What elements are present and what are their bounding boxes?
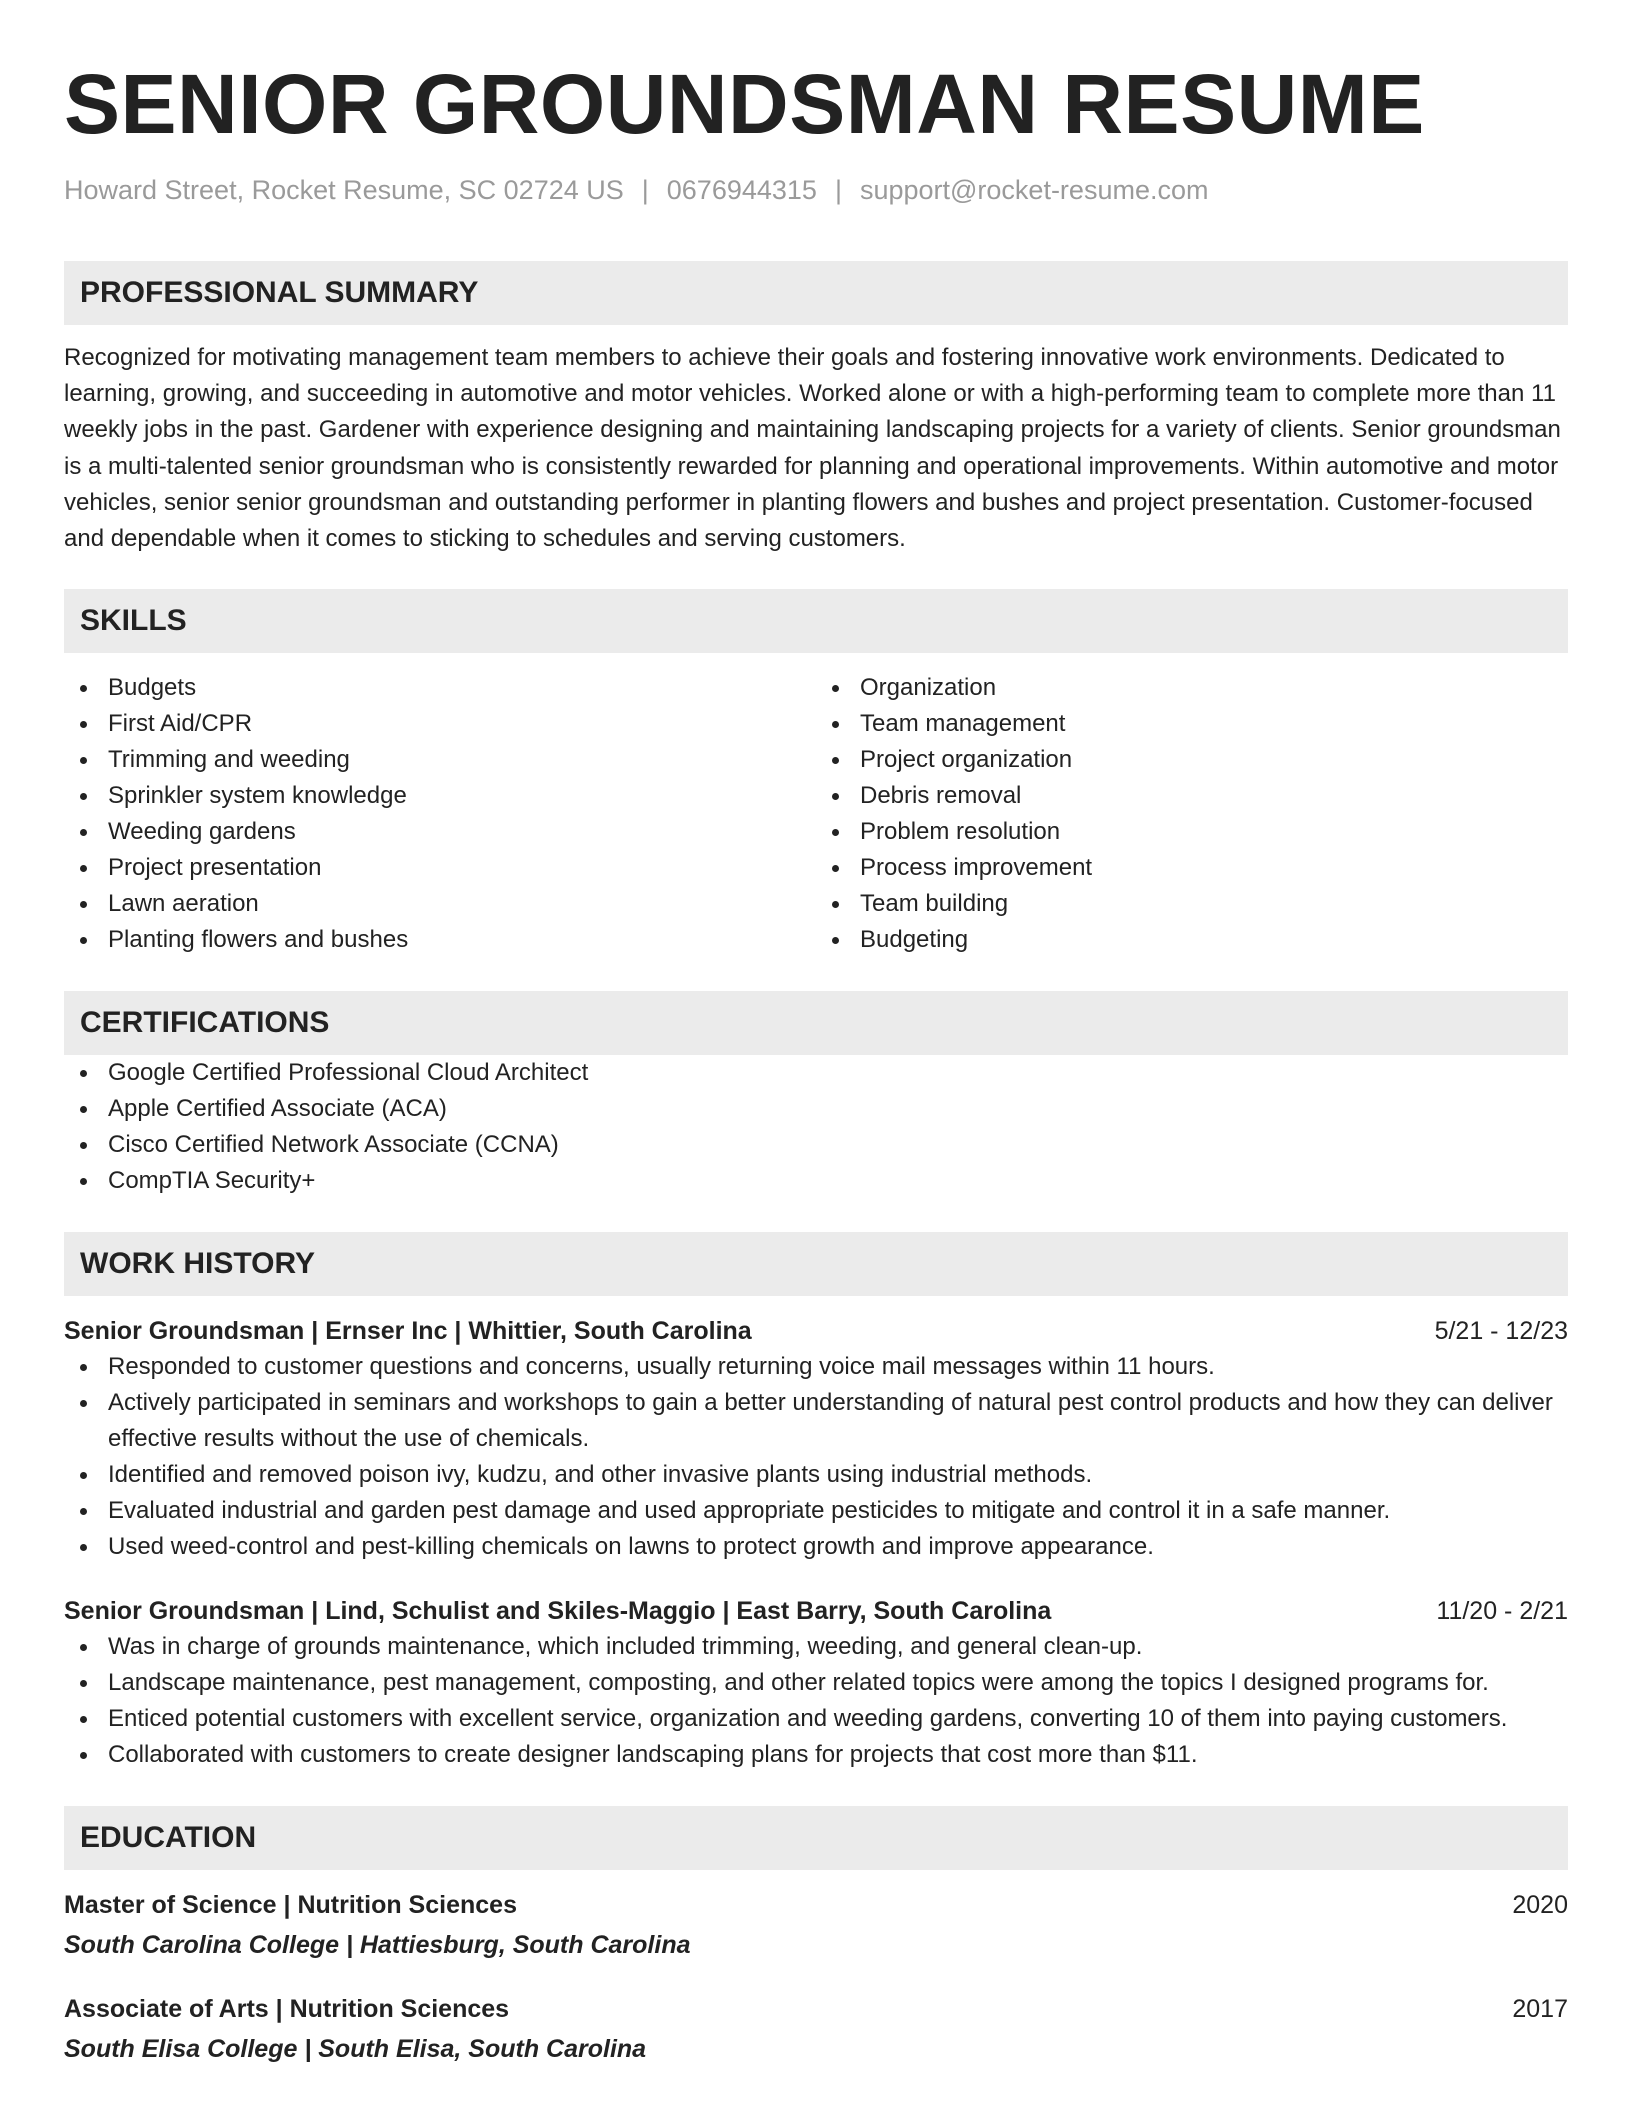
- job-entry: [64, 1593, 1568, 1773]
- job-bullet: Responded to customer questions and concerns, usually returning voice mail messages within 11 hours.: [64, 1349, 1568, 1385]
- job-header: [64, 1313, 1568, 1349]
- skill-item: Sprinkler system knowledge: [64, 778, 816, 814]
- skill-item: First Aid/CPR: [64, 706, 816, 742]
- education-year: 2020: [1512, 1891, 1568, 1920]
- certification-item: Cisco Certified Network Associate (CCNA): [64, 1127, 1568, 1163]
- skills-grid: [64, 670, 1568, 958]
- job-bullet: Was in charge of grounds maintenance, which included trimming, weeding, and general clean-up.: [64, 1629, 1568, 1665]
- job-dates: 5/21 - 12/23: [1434, 1317, 1568, 1346]
- skills-column-right: [816, 670, 1568, 958]
- education-entry: [64, 1991, 1568, 2067]
- job-bullet: Used weed-control and pest-killing chemicals on lawns to protect growth and improve appearance.: [64, 1529, 1568, 1565]
- education-header: [64, 1887, 1568, 1923]
- job-title: Senior Groundsman | Lind, Schulist and Skiles-Maggio | East Barry, South Carolina: [64, 1597, 1052, 1626]
- skill-item: Team building: [816, 886, 1568, 922]
- education-entry: [64, 1887, 1568, 1963]
- skill-item: Trimming and weeding: [64, 742, 816, 778]
- skill-item: Organization: [816, 670, 1568, 706]
- section-header-education: EDUCATION: [64, 1806, 1568, 1870]
- contact-phone: 0676944315: [666, 175, 817, 205]
- certification-item: CompTIA Security+: [64, 1163, 1568, 1199]
- contact-line: [64, 172, 1568, 208]
- job-bullet: Enticed potential customers with excellent service, organization and weeding gardens, converting 10 of them into paying customers.: [64, 1701, 1568, 1737]
- contact-separator: |: [641, 175, 649, 205]
- education-year: 2017: [1512, 1995, 1568, 2024]
- skill-item: Debris removal: [816, 778, 1568, 814]
- skills-column-left: [64, 670, 816, 958]
- contact-email: support@rocket-resume.com: [859, 175, 1209, 205]
- skill-item: Planting flowers and bushes: [64, 922, 816, 958]
- job-header: [64, 1593, 1568, 1629]
- contact-address: Howard Street, Rocket Resume, SC 02724 US: [64, 175, 624, 205]
- job-bullet: Landscape maintenance, pest management, composting, and other related topics were among the topics I designed programs for.: [64, 1665, 1568, 1701]
- section-header-certifications: CERTIFICATIONS: [64, 991, 1568, 1055]
- skill-item: Budgeting: [816, 922, 1568, 958]
- job-bullet: Identified and removed poison ivy, kudzu, and other invasive plants using industrial methods.: [64, 1457, 1568, 1493]
- job-bullet: Collaborated with customers to create designer landscaping plans for projects that cost more than $11.: [64, 1737, 1568, 1773]
- job-bullet-list: [64, 1629, 1568, 1773]
- skill-item: Project organization: [816, 742, 1568, 778]
- contact-separator: |: [834, 175, 842, 205]
- job-title: Senior Groundsman | Ernser Inc | Whittier, South Carolina: [64, 1317, 752, 1346]
- job-entry: [64, 1313, 1568, 1565]
- education-header: [64, 1991, 1568, 2027]
- section-header-skills: SKILLS: [64, 589, 1568, 653]
- section-header-work-history: WORK HISTORY: [64, 1232, 1568, 1296]
- education-school: South Elisa College | South Elisa, South Carolina: [64, 2035, 647, 2064]
- education-school: South Carolina College | Hattiesburg, South Carolina: [64, 1931, 691, 1960]
- job-bullet: Evaluated industrial and garden pest damage and used appropriate pesticides to mitigate and control it in a safe manner.: [64, 1493, 1568, 1529]
- skill-item: Weeding gardens: [64, 814, 816, 850]
- certifications-list: [64, 1055, 1568, 1199]
- resume-title: SENIOR GROUNDSMAN RESUME: [64, 57, 1425, 151]
- skill-item: Team management: [816, 706, 1568, 742]
- skill-item: Budgets: [64, 670, 816, 706]
- education-degree: Master of Science | Nutrition Sciences: [64, 1891, 517, 1920]
- job-bullet-list: [64, 1349, 1568, 1565]
- education-degree: Associate of Arts | Nutrition Sciences: [64, 1995, 510, 2024]
- skill-item: Project presentation: [64, 850, 816, 886]
- skill-item: Lawn aeration: [64, 886, 816, 922]
- certification-item: Google Certified Professional Cloud Architect: [64, 1055, 1568, 1091]
- certification-item: Apple Certified Associate (ACA): [64, 1091, 1568, 1127]
- job-dates: 11/20 - 2/21: [1436, 1597, 1568, 1626]
- skill-item: Problem resolution: [816, 814, 1568, 850]
- section-header-summary: PROFESSIONAL SUMMARY: [64, 261, 1568, 325]
- skill-item: Process improvement: [816, 850, 1568, 886]
- summary-text: Recognized for motivating management team members to achieve their goals and fostering innovative work environments. Dedicated to learning, growing, and succeeding in automotive and motor vehicles. Worked alone or with a high-performing team to complete more than 11 weekly jobs in the past. Gardener with experience designing and maintaining landscaping projects for a variety of clients. Senior groundsman is a multi-talented senior groundsman who is consistently rewarded for planning and operational improvements. Within automotive and motor vehicles, senior senior groundsman and outstanding performer in planting flowers and bushes and project presentation. Customer-focused and dependable when it comes to sticking to schedules and serving customers.: [64, 344, 1561, 553]
- job-bullet: Actively participated in seminars and workshops to gain a better understanding of natural pest control products and how they can deliver effective results without the use of chemicals.: [64, 1385, 1568, 1457]
